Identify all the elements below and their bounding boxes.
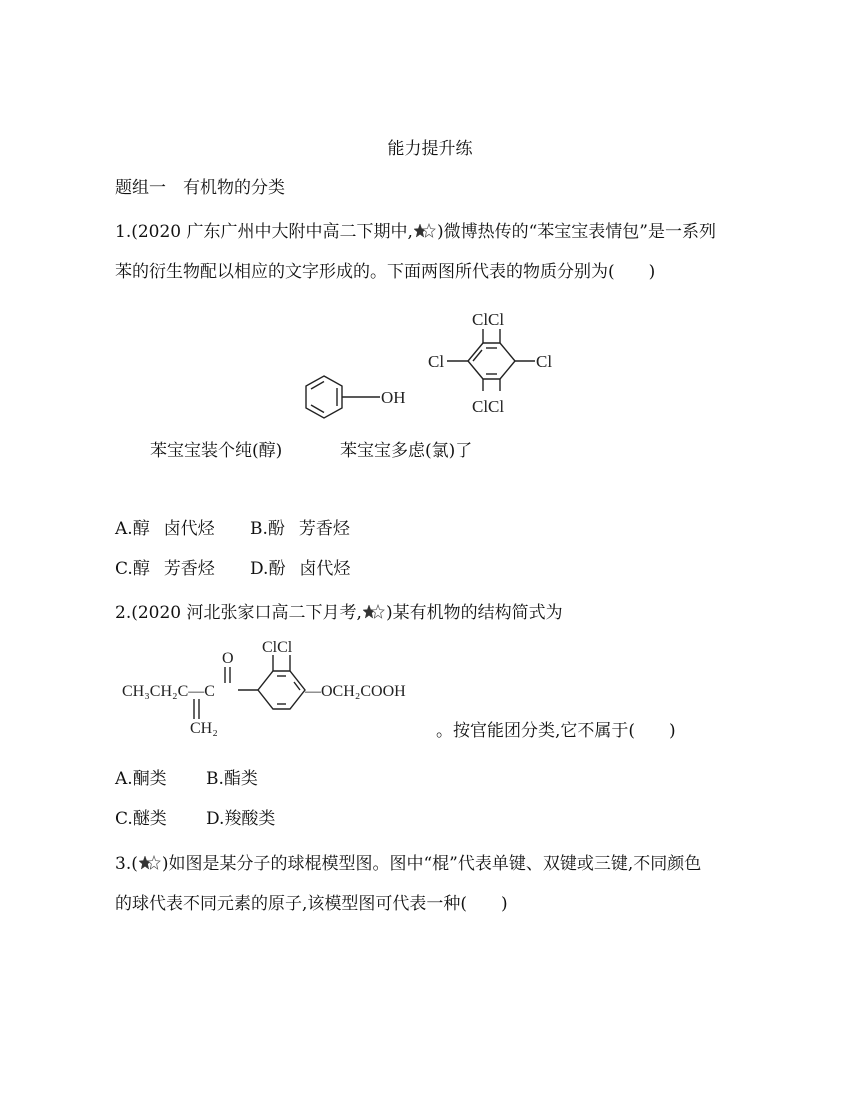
option-letter: A.: [115, 769, 133, 789]
option-letter: B.: [206, 769, 224, 789]
option-text: 醚类: [132, 809, 167, 829]
q1-source: 1.(2020 广东广州中大附中高二下期中,: [115, 222, 413, 242]
top-cl-label: ClCl: [472, 310, 505, 329]
methylene-label: CH₂: [190, 720, 218, 737]
option-letter: D.: [206, 809, 225, 829]
difficulty-star-icon: [139, 855, 161, 871]
option-letter: A.: [115, 519, 133, 539]
left-cl-label: Cl: [428, 352, 445, 371]
q2-option-c: [115, 808, 167, 830]
option-part: 芳香烃: [163, 559, 215, 579]
phenol-structure: [300, 370, 420, 430]
benzene-ring-3: [258, 671, 305, 709]
option-part: 卤代烃: [299, 559, 351, 579]
q1-option-a: [115, 518, 215, 540]
q1-option-c: [115, 558, 215, 580]
option-part: 醇: [132, 519, 150, 539]
option-part: 酚: [267, 519, 285, 539]
section-heading: 题组一 有机物的分类: [115, 178, 285, 198]
hydroxyl-label: OH: [381, 388, 406, 407]
q2-stem-part1: )某有机物的结构简式为: [385, 603, 563, 623]
q1-stem-part1: )微博热传的“苯宝宝表情包”是一系列: [436, 222, 716, 242]
q1-line1: [115, 221, 716, 243]
option-letter: D.: [250, 559, 269, 579]
caption-phenol: 苯宝宝装个纯(醇): [150, 441, 283, 461]
q2-option-b: [206, 768, 258, 790]
q1-line2: 苯的衍生物配以相应的文字形成的。下面两图所代表的物质分别为( ): [115, 262, 656, 282]
right-cl-label: Cl: [536, 352, 553, 371]
option-letter: C.: [115, 559, 133, 579]
q3-line2: 的球代表不同元素的原子,该模型图可代表一种( ): [115, 894, 508, 914]
option-part: 卤代烃: [163, 519, 215, 539]
q2-compound-structure: [118, 635, 448, 740]
option-part: 酚: [268, 559, 286, 579]
q2-option-d: [206, 808, 275, 830]
ring-cl-label: ClCl: [262, 639, 293, 656]
q2-line1: [115, 602, 563, 624]
page-title: 能力提升练: [387, 139, 473, 159]
q2-option-a: [115, 768, 167, 790]
q3-number: 3.(: [115, 854, 138, 874]
right-chain-label: —OCH₂COOH: [305, 683, 406, 700]
option-letter: B.: [250, 519, 268, 539]
hexachlorobenzene-structure: [420, 305, 570, 420]
difficulty-star-icon: [363, 604, 385, 620]
carbonyl-oxygen-label: O: [222, 650, 234, 667]
option-letter: C.: [115, 809, 133, 829]
option-text: 酮类: [132, 769, 167, 789]
option-text: 羧酸类: [224, 809, 276, 829]
difficulty-star-icon: [414, 223, 436, 239]
q1-option-b: [250, 518, 350, 540]
q1-option-d: [250, 558, 350, 580]
option-text: 酯类: [223, 769, 258, 789]
caption-chlorobenzene: 苯宝宝多虑(氯)了: [340, 441, 473, 461]
bottom-cl-label: ClCl: [472, 397, 505, 416]
option-part: 芳香烃: [298, 519, 350, 539]
q3-line1: [115, 853, 701, 875]
left-chain-label: CH₃CH₂C—C: [122, 683, 215, 700]
q2-source: 2.(2020 河北张家口高二下月考,: [115, 603, 362, 623]
q2-line2: 。按官能团分类,它不属于( ): [436, 721, 676, 741]
option-part: 醇: [132, 559, 150, 579]
q3-stem-part1: )如图是某分子的球棍模型图。图中“棍”代表单键、双键或三键,不同颜色: [161, 854, 702, 874]
